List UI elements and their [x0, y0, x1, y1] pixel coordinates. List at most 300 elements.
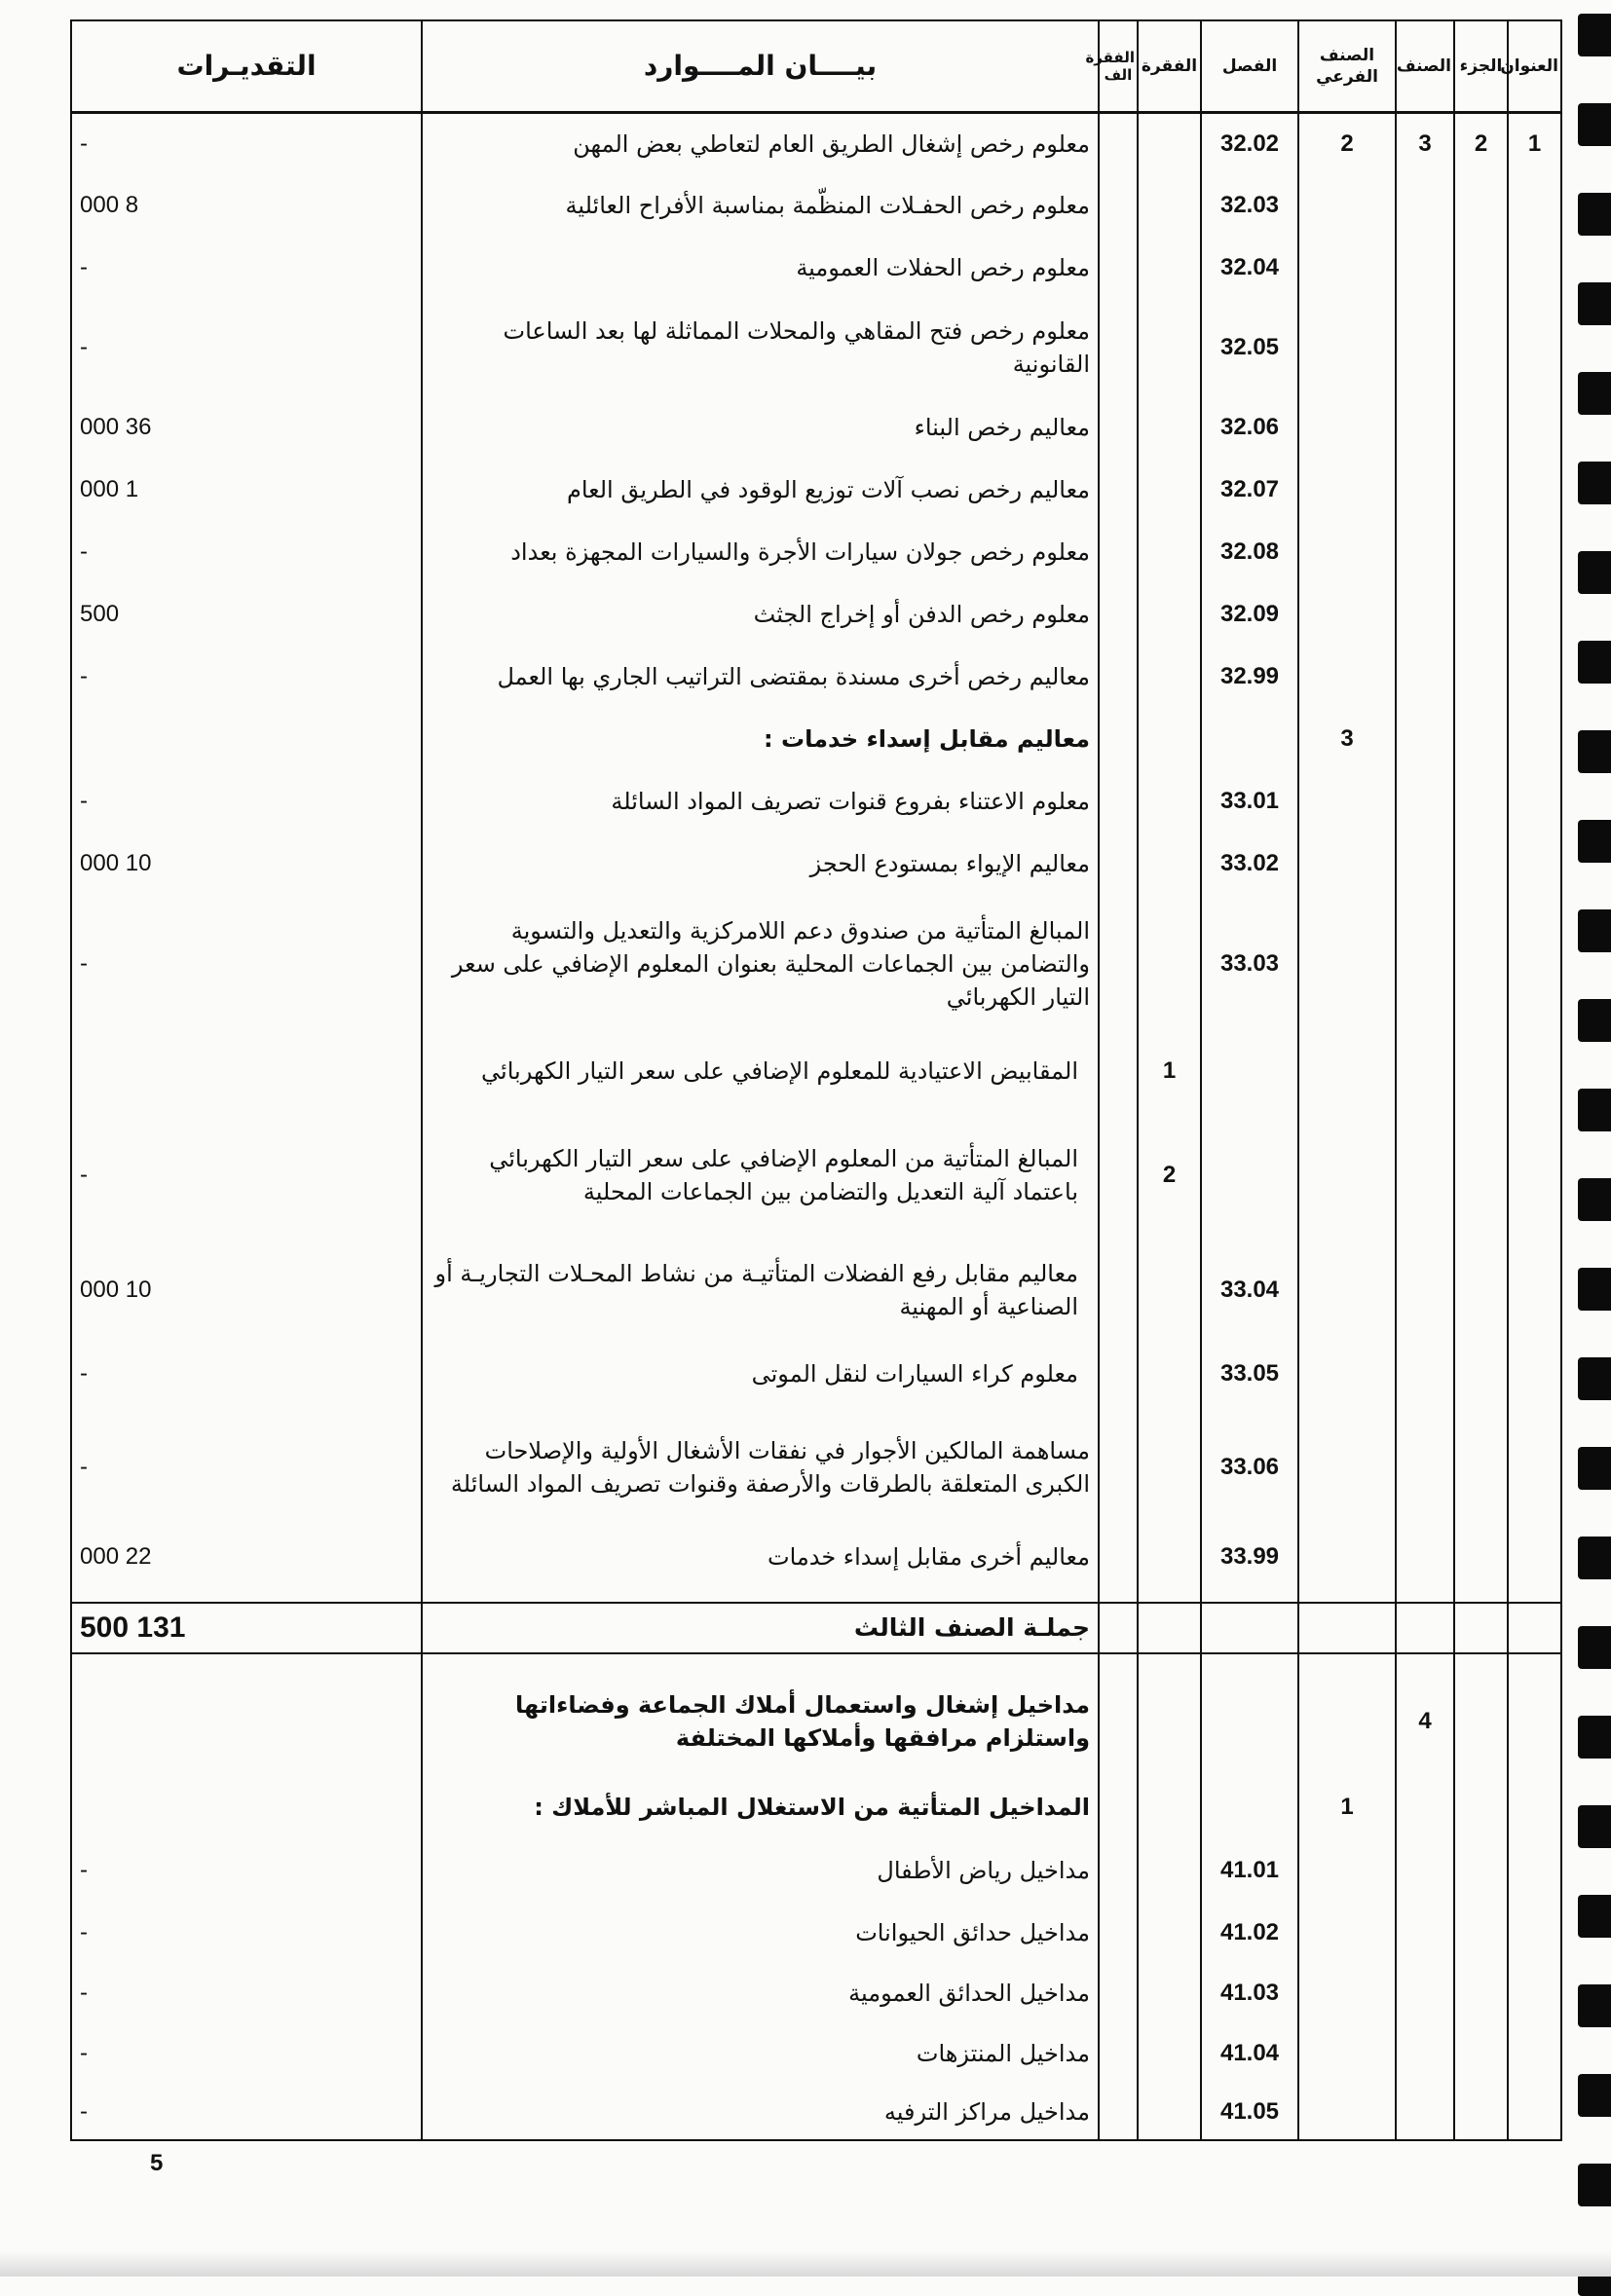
- table-row: [71, 2085, 1561, 2140]
- estimate-value: -: [71, 521, 422, 583]
- class-cell: [1396, 396, 1454, 459]
- table-row: [71, 833, 1561, 895]
- binding-ring: [1578, 282, 1611, 325]
- estimate-value: 10 000: [71, 1241, 422, 1339]
- table-row: [71, 770, 1561, 833]
- subclass-cell: [1298, 1668, 1396, 1775]
- resource-description: معاليم الإيواء بمستودع الحجز: [422, 833, 1099, 895]
- chapter-code: 41.01: [1201, 1839, 1298, 1902]
- estimate-value: -: [71, 1839, 422, 1902]
- paragraph-cell: [1138, 895, 1201, 1033]
- title-cell: [1508, 1241, 1561, 1339]
- part-cell: [1454, 2022, 1508, 2085]
- table-row: [71, 299, 1561, 396]
- header-paragraph: الفقرة: [1138, 20, 1201, 113]
- subparagraph-cell: [1099, 1775, 1138, 1839]
- chapter-code: 33.01: [1201, 770, 1298, 833]
- title-cell: 1: [1508, 113, 1561, 175]
- estimate-value: [71, 1033, 422, 1109]
- estimate-value: 1 000: [71, 459, 422, 521]
- resource-description: المداخيل المتأتية من الاستغلال المباشر للأملاك :: [422, 1775, 1099, 1839]
- paragraph-cell: [1138, 237, 1201, 299]
- title-cell: [1508, 459, 1561, 521]
- budget-resources-table: [70, 19, 1562, 2141]
- scan-edge: [0, 2251, 1611, 2277]
- class-cell: 3: [1396, 113, 1454, 175]
- chapter-code: [1201, 1775, 1298, 1839]
- table-total-section: [71, 1588, 1561, 1668]
- subparagraph-cell: [1099, 1339, 1138, 1409]
- binding-ring: [1578, 1089, 1611, 1131]
- part-cell: [1454, 895, 1508, 1033]
- subparagraph-cell: [1099, 895, 1138, 1033]
- part-cell: [1454, 299, 1508, 396]
- class-cell: [1396, 299, 1454, 396]
- subclass-cell: [1298, 833, 1396, 895]
- table-row: [71, 1241, 1561, 1339]
- chapter-code: 41.04: [1201, 2022, 1298, 2085]
- paragraph-cell: [1138, 174, 1201, 237]
- binding-ring: [1578, 1984, 1611, 2027]
- part-cell: [1454, 2085, 1508, 2140]
- subclass-cell: [1298, 1339, 1396, 1409]
- table-row: [71, 113, 1561, 175]
- table-row: [71, 1109, 1561, 1241]
- subparagraph-cell: [1099, 583, 1138, 646]
- class-cell: [1396, 583, 1454, 646]
- paragraph-cell: [1138, 646, 1201, 708]
- header-title: العنوان: [1508, 20, 1561, 113]
- title-cell: [1508, 396, 1561, 459]
- subclass-cell: [1298, 521, 1396, 583]
- subclass-cell: [1298, 1839, 1396, 1902]
- class-cell: [1396, 1839, 1454, 1902]
- resource-description: معاليم رخص البناء: [422, 396, 1099, 459]
- binding-ring: [1578, 1357, 1611, 1400]
- estimate-value: 36 000: [71, 396, 422, 459]
- resource-description: مداخيل رياض الأطفال: [422, 1839, 1099, 1902]
- subclass-cell: [1298, 1902, 1396, 1964]
- title-cell: [1508, 583, 1561, 646]
- class-cell: 4: [1396, 1668, 1454, 1775]
- resource-description: معاليم مقابل إسداء خدمات :: [422, 708, 1099, 770]
- subparagraph-cell: [1099, 1241, 1138, 1339]
- title-cell: [1508, 1964, 1561, 2022]
- chapter-code: 32.02: [1201, 113, 1298, 175]
- subparagraph-cell: [1099, 396, 1138, 459]
- title-cell: [1508, 1839, 1561, 1902]
- subparagraph-cell: [1099, 833, 1138, 895]
- header-subparagraph: الفقرة الف: [1099, 20, 1138, 113]
- header-part: الجزء: [1454, 20, 1508, 113]
- resource-description: مداخيل الحدائق العمومية: [422, 1964, 1099, 2022]
- subparagraph-cell: [1099, 1668, 1138, 1775]
- paragraph-cell: [1138, 2085, 1201, 2140]
- total-label: جملـة الصنف الثالث: [422, 1603, 1099, 1653]
- table-row: [71, 1902, 1561, 1964]
- class-cell: [1396, 521, 1454, 583]
- paragraph-cell: [1138, 2022, 1201, 2085]
- class-cell: [1396, 1241, 1454, 1339]
- resource-description: مساهمة المالكين الأجوار في نفقات الأشغال الأولية والإصلاحات الكبرى المتعلقة بالطرقات والأرصفة وقنوات تصريف المواد السائلة: [422, 1409, 1099, 1526]
- table-row: [71, 1339, 1561, 1409]
- table-row: [71, 1526, 1561, 1588]
- subparagraph-cell: [1099, 113, 1138, 175]
- estimate-value: 10 000: [71, 833, 422, 895]
- part-cell: [1454, 1409, 1508, 1526]
- class-cell: [1396, 770, 1454, 833]
- chapter-code: 32.06: [1201, 396, 1298, 459]
- paragraph-cell: 2: [1138, 1109, 1201, 1241]
- paragraph-cell: [1138, 1902, 1201, 1964]
- resource-description: معاليم رخص أخرى مسندة بمقتضى التراتيب الجاري بها العمل: [422, 646, 1099, 708]
- estimate-value: -: [71, 1409, 422, 1526]
- resource-description: معلوم كراء السيارات لنقل الموتى: [422, 1339, 1099, 1409]
- header-class: الصنف: [1396, 20, 1454, 113]
- title-cell: [1508, 174, 1561, 237]
- part-cell: [1454, 1526, 1508, 1588]
- table-row: [71, 646, 1561, 708]
- estimate-value: [71, 708, 422, 770]
- paragraph-cell: [1138, 1241, 1201, 1339]
- table-row: [71, 174, 1561, 237]
- chapter-code: [1201, 708, 1298, 770]
- chapter-code: 41.05: [1201, 2085, 1298, 2140]
- chapter-code: 33.06: [1201, 1409, 1298, 1526]
- chapter-code: 32.09: [1201, 583, 1298, 646]
- paragraph-cell: [1138, 521, 1201, 583]
- subclass-cell: [1298, 2085, 1396, 2140]
- class-cell: [1396, 1109, 1454, 1241]
- part-cell: [1454, 1775, 1508, 1839]
- subclass-cell: [1298, 1964, 1396, 2022]
- estimate-value: -: [71, 237, 422, 299]
- resource-description: معلوم رخص إشغال الطريق العام لتعاطي بعض المهن: [422, 113, 1099, 175]
- part-cell: [1454, 396, 1508, 459]
- chapter-code: [1201, 1109, 1298, 1241]
- binding-ring: [1578, 1716, 1611, 1759]
- header-chapter: الفصل: [1201, 20, 1298, 113]
- subclass-cell: [1298, 1409, 1396, 1526]
- header-subclass: الصنف الفرعي: [1298, 20, 1396, 113]
- chapter-code: 41.02: [1201, 1902, 1298, 1964]
- binding-ring: [1578, 1895, 1611, 1938]
- title-cell: [1508, 1668, 1561, 1775]
- estimate-value: 500: [71, 583, 422, 646]
- resource-description: معلوم رخص جولان سيارات الأجرة والسيارات المجهزة بعداد: [422, 521, 1099, 583]
- title-cell: [1508, 895, 1561, 1033]
- part-cell: [1454, 833, 1508, 895]
- class-cell: [1396, 2022, 1454, 2085]
- subparagraph-cell: [1099, 2085, 1138, 2140]
- estimate-value: -: [71, 1109, 422, 1241]
- paragraph-cell: [1138, 833, 1201, 895]
- class-cell: [1396, 2085, 1454, 2140]
- class-cell: [1396, 1964, 1454, 2022]
- title-cell: [1508, 1033, 1561, 1109]
- chapter-code: [1201, 1668, 1298, 1775]
- estimate-value: -: [71, 2022, 422, 2085]
- table-row: [71, 1839, 1561, 1902]
- subparagraph-cell: [1099, 1839, 1138, 1902]
- estimate-value: [71, 1775, 422, 1839]
- title-cell: [1508, 770, 1561, 833]
- subparagraph-cell: [1099, 1526, 1138, 1588]
- subparagraph-cell: [1099, 770, 1138, 833]
- resource-description: المبالغ المتأتية من المعلوم الإضافي على سعر التيار الكهربائي باعتماد آلية التعديل والتضامن بين الجماعات المحلية: [422, 1109, 1099, 1241]
- spiral-binding: [1566, 0, 1611, 2277]
- table-row: [71, 521, 1561, 583]
- subparagraph-cell: [1099, 521, 1138, 583]
- part-cell: [1454, 1839, 1508, 1902]
- title-cell: [1508, 1409, 1561, 1526]
- chapter-code: 33.05: [1201, 1339, 1298, 1409]
- total-value: 131 500: [71, 1603, 422, 1653]
- resource-description: معلوم رخص فتح المقاهي والمحلات المماثلة لها بعد الساعات القانونية: [422, 299, 1099, 396]
- subparagraph-cell: [1099, 237, 1138, 299]
- paragraph-cell: [1138, 1339, 1201, 1409]
- binding-ring: [1578, 1178, 1611, 1221]
- binding-ring: [1578, 1626, 1611, 1669]
- chapter-code: 32.03: [1201, 174, 1298, 237]
- title-cell: [1508, 708, 1561, 770]
- paragraph-cell: [1138, 583, 1201, 646]
- class-cell: [1396, 895, 1454, 1033]
- subparagraph-cell: [1099, 174, 1138, 237]
- paragraph-cell: [1138, 1526, 1201, 1588]
- table-row: [71, 708, 1561, 770]
- class-cell: [1396, 646, 1454, 708]
- subclass-cell: [1298, 459, 1396, 521]
- paragraph-cell: [1138, 1668, 1201, 1775]
- estimate-value: -: [71, 299, 422, 396]
- class-cell: [1396, 1409, 1454, 1526]
- binding-ring: [1578, 2164, 1611, 2206]
- subparagraph-cell: [1099, 1409, 1138, 1526]
- subparagraph-cell: [1099, 1033, 1138, 1109]
- spacer-row: [71, 1653, 1561, 1668]
- binding-ring: [1578, 820, 1611, 863]
- class-cell: [1396, 1526, 1454, 1588]
- part-cell: 2: [1454, 113, 1508, 175]
- chapter-code: 32.99: [1201, 646, 1298, 708]
- part-cell: [1454, 237, 1508, 299]
- paragraph-cell: [1138, 396, 1201, 459]
- subparagraph-cell: [1099, 299, 1138, 396]
- subparagraph-cell: [1099, 708, 1138, 770]
- subclass-cell: [1298, 646, 1396, 708]
- table-row: [71, 237, 1561, 299]
- class-cell: [1396, 708, 1454, 770]
- estimate-value: -: [71, 895, 422, 1033]
- table-row: [71, 1033, 1561, 1109]
- resource-description: المبالغ المتأتية من صندوق دعم اللامركزية والتعديل والتسوية والتضامن بين الجماعات المحلية بعنوان المعلوم الإضافي على سعر التيار الكهربائي: [422, 895, 1099, 1033]
- table-body-class-3: [71, 113, 1561, 1589]
- title-cell: [1508, 646, 1561, 708]
- title-cell: [1508, 833, 1561, 895]
- part-cell: [1454, 1109, 1508, 1241]
- table-row: [71, 583, 1561, 646]
- subclass-cell: [1298, 237, 1396, 299]
- binding-ring: [1578, 462, 1611, 504]
- subparagraph-cell: [1099, 646, 1138, 708]
- estimate-value: -: [71, 1902, 422, 1964]
- estimate-value: [71, 1668, 422, 1775]
- subclass-cell: [1298, 299, 1396, 396]
- resource-description: معلوم رخص الدفن أو إخراج الجثث: [422, 583, 1099, 646]
- title-cell: [1508, 2022, 1561, 2085]
- part-cell: [1454, 1241, 1508, 1339]
- resource-description: مداخيل إشغال واستعمال أملاك الجماعة وفضاءاتها واستلزام مرافقها وأملاكها المختلفة: [422, 1668, 1099, 1775]
- table-row: [71, 1668, 1561, 1775]
- binding-ring: [1578, 193, 1611, 236]
- subclass-cell: [1298, 1033, 1396, 1109]
- subparagraph-cell: [1099, 459, 1138, 521]
- estimate-value: -: [71, 770, 422, 833]
- part-cell: [1454, 174, 1508, 237]
- title-cell: [1508, 1339, 1561, 1409]
- estimate-value: 8 000: [71, 174, 422, 237]
- resource-description: معلوم رخص الحفـلات المنظّمة بمناسبة الأفراح العائلية: [422, 174, 1099, 237]
- table-row: [71, 396, 1561, 459]
- binding-ring: [1578, 372, 1611, 415]
- subclass-cell: [1298, 1241, 1396, 1339]
- resource-description: معاليم أخرى مقابل إسداء خدمات: [422, 1526, 1099, 1588]
- paragraph-cell: [1138, 770, 1201, 833]
- subclass-cell: [1298, 770, 1396, 833]
- part-cell: [1454, 583, 1508, 646]
- title-cell: [1508, 1775, 1561, 1839]
- binding-ring: [1578, 641, 1611, 684]
- title-cell: [1508, 2085, 1561, 2140]
- chapter-code: 32.07: [1201, 459, 1298, 521]
- class-cell: [1396, 1033, 1454, 1109]
- estimate-value: -: [71, 1964, 422, 2022]
- title-cell: [1508, 1526, 1561, 1588]
- part-cell: [1454, 708, 1508, 770]
- class-cell: [1396, 1902, 1454, 1964]
- binding-ring: [1578, 2074, 1611, 2117]
- chapter-code: [1201, 1033, 1298, 1109]
- binding-ring: [1578, 730, 1611, 773]
- estimate-value: -: [71, 113, 422, 175]
- paragraph-cell: [1138, 1775, 1201, 1839]
- chapter-code: 32.08: [1201, 521, 1298, 583]
- subclass-cell: 3: [1298, 708, 1396, 770]
- binding-ring: [1578, 103, 1611, 146]
- paragraph-cell: 1: [1138, 1033, 1201, 1109]
- table-row: [71, 895, 1561, 1033]
- subclass-cell: 2: [1298, 113, 1396, 175]
- binding-ring: [1578, 14, 1611, 56]
- binding-ring: [1578, 999, 1611, 1042]
- estimate-value: 22 000: [71, 1526, 422, 1588]
- page-number: 5: [150, 2150, 164, 2176]
- resource-description: معاليم رخص نصب آلات توزيع الوقود في الطريق العام: [422, 459, 1099, 521]
- spacer-row: [71, 1588, 1561, 1603]
- header-description: بيــــان المــــوارد: [422, 20, 1099, 113]
- title-cell: [1508, 1109, 1561, 1241]
- part-cell: [1454, 1668, 1508, 1775]
- chapter-code: 33.02: [1201, 833, 1298, 895]
- part-cell: [1454, 646, 1508, 708]
- chapter-code: 32.05: [1201, 299, 1298, 396]
- part-cell: [1454, 459, 1508, 521]
- table-row: [71, 1964, 1561, 2022]
- resource-description: المقابيض الاعتيادية للمعلوم الإضافي على سعر التيار الكهربائي: [422, 1033, 1099, 1109]
- subclass-cell: [1298, 2022, 1396, 2085]
- table-row: [71, 459, 1561, 521]
- resource-description: مداخيل حدائق الحيوانات: [422, 1902, 1099, 1964]
- chapter-code: 32.04: [1201, 237, 1298, 299]
- paragraph-cell: [1138, 459, 1201, 521]
- resource-description: معلوم الاعتناء بفروع قنوات تصريف المواد السائلة: [422, 770, 1099, 833]
- header-row: [71, 20, 1561, 113]
- title-cell: [1508, 1902, 1561, 1964]
- chapter-code: 33.03: [1201, 895, 1298, 1033]
- binding-ring: [1578, 1805, 1611, 1848]
- estimate-value: -: [71, 646, 422, 708]
- chapter-code: 41.03: [1201, 1964, 1298, 2022]
- class-cell: [1396, 833, 1454, 895]
- paragraph-cell: [1138, 299, 1201, 396]
- subclass-cell: [1298, 583, 1396, 646]
- binding-ring: [1578, 909, 1611, 952]
- class-cell: [1396, 459, 1454, 521]
- part-cell: [1454, 1964, 1508, 2022]
- class-cell: [1396, 174, 1454, 237]
- chapter-code: 33.99: [1201, 1526, 1298, 1588]
- subclass-cell: [1298, 174, 1396, 237]
- subparagraph-cell: [1099, 1109, 1138, 1241]
- paragraph-cell: [1138, 1964, 1201, 2022]
- resource-description: مداخيل مراكز الترفيه: [422, 2085, 1099, 2140]
- title-cell: [1508, 299, 1561, 396]
- table-row: [71, 2022, 1561, 2085]
- subparagraph-cell: [1099, 2022, 1138, 2085]
- chapter-code: 33.04: [1201, 1241, 1298, 1339]
- title-cell: [1508, 521, 1561, 583]
- binding-ring: [1578, 1268, 1611, 1311]
- part-cell: [1454, 521, 1508, 583]
- resource-description: معلوم رخص الحفلات العمومية: [422, 237, 1099, 299]
- part-cell: [1454, 1902, 1508, 1964]
- part-cell: [1454, 1339, 1508, 1409]
- paragraph-cell: [1138, 113, 1201, 175]
- subparagraph-cell: [1099, 1964, 1138, 2022]
- estimate-value: -: [71, 1339, 422, 1409]
- resource-description: مداخيل المنتزهات: [422, 2022, 1099, 2085]
- binding-ring: [1578, 1447, 1611, 1490]
- paragraph-cell: [1138, 1839, 1201, 1902]
- table-body-class-4: [71, 1668, 1561, 2140]
- estimate-value: -: [71, 2085, 422, 2140]
- subclass-cell: [1298, 1109, 1396, 1241]
- subclass-cell: [1298, 396, 1396, 459]
- paragraph-cell: [1138, 708, 1201, 770]
- subclass-cell: [1298, 1526, 1396, 1588]
- paragraph-cell: [1138, 1409, 1201, 1526]
- class-cell: [1396, 1339, 1454, 1409]
- class-cell: [1396, 237, 1454, 299]
- title-cell: [1508, 237, 1561, 299]
- binding-ring: [1578, 551, 1611, 594]
- subclass-cell: [1298, 895, 1396, 1033]
- header-estimates: التقديـرات: [71, 20, 422, 113]
- table-row: [71, 1775, 1561, 1839]
- subparagraph-cell: [1099, 1902, 1138, 1964]
- table-row: [71, 1409, 1561, 1526]
